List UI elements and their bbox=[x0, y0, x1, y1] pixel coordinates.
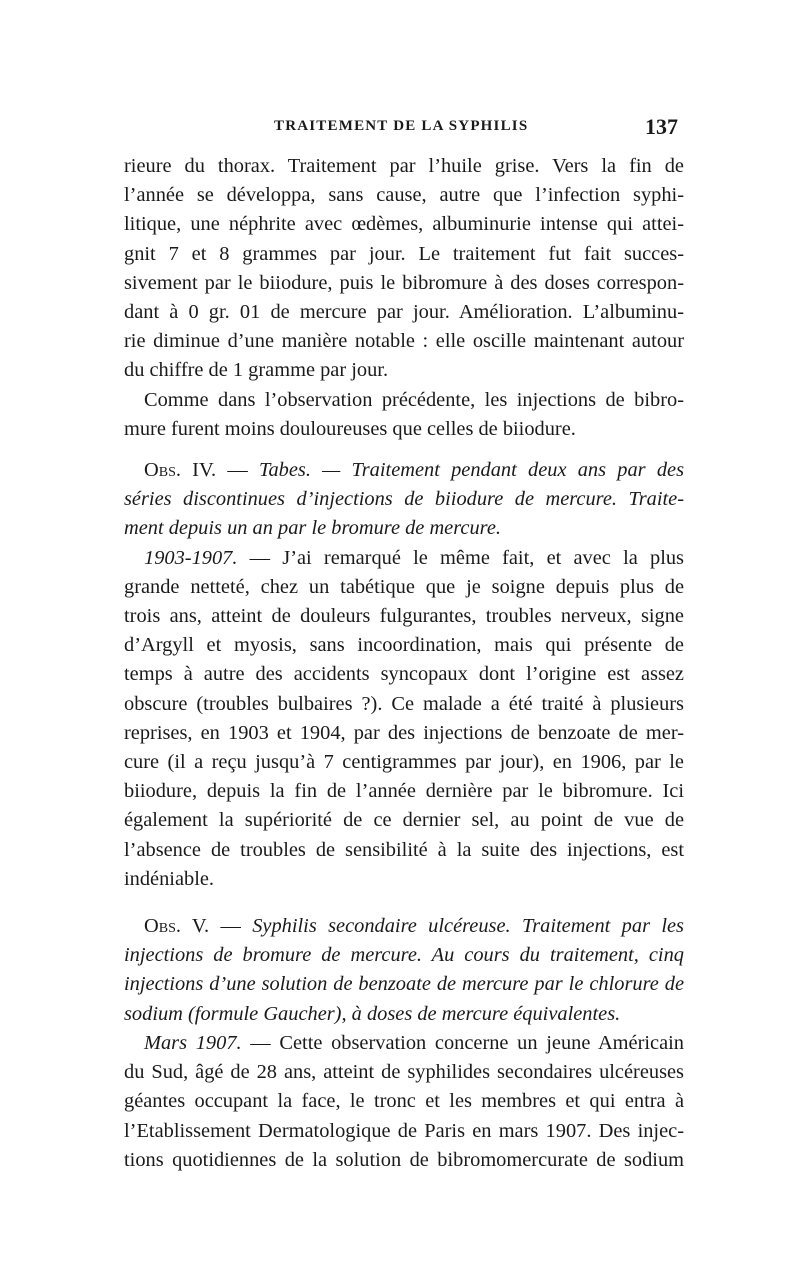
text-line: gnit 7 et 8 grammes par jour. Le traitement fut fait succes- bbox=[124, 242, 684, 265]
page-number: 137 bbox=[645, 114, 678, 139]
text-line: du chiffre de 1 gramme par jour. bbox=[124, 359, 389, 382]
text-line: géantes occupant la face, le tronc et les membres et qui entra à bbox=[124, 1090, 684, 1113]
observation-label: Obs. V. bbox=[144, 915, 210, 938]
observation-5-heading bbox=[124, 912, 684, 1029]
text-line: également la supériorité de ce dernier sel, au point de vue de bbox=[124, 809, 684, 832]
paragraph-thorax bbox=[124, 152, 684, 386]
text-line: litique, une néphrite avec œdèmes, albuminurie intense qui attei- bbox=[124, 213, 684, 236]
text-line: trois ans, atteint de douleurs fulgurantes, troubles nerveux, signe bbox=[124, 605, 684, 628]
text-line: dant à 0 gr. 01 de mercure par jour. Amélioration. L’albuminu- bbox=[124, 301, 684, 324]
text-line bbox=[124, 1029, 684, 1058]
observation-date: 1903-1907. bbox=[144, 546, 238, 569]
paragraph-comparison bbox=[124, 386, 684, 444]
text-line: rieure du thorax. Traitement par l’huile grise. Vers la fin de bbox=[124, 155, 684, 177]
observation-label: Obs. IV. bbox=[144, 459, 217, 482]
text-line: injections de bromure de mercure. Au cours du traitement, cinq bbox=[124, 944, 684, 967]
text-line bbox=[124, 544, 684, 573]
text-line: Comme dans l’observation précédente, les injections de bibro- bbox=[144, 388, 684, 411]
text-line: reprises, en 1903 et 1904, par des injections de benzoate de mer- bbox=[124, 721, 684, 744]
observation-title: Syphilis secondaire ulcéreuse. Traitement par les bbox=[252, 915, 684, 938]
text-line: mure furent moins douloureuses que celles de biiodure. bbox=[124, 417, 576, 440]
running-title: TRAITEMENT DE LA SYPHILIS bbox=[274, 118, 529, 134]
text-line: sivement par le biiodure, puis le bibromure à des doses correspon- bbox=[124, 271, 684, 294]
observation-title: Tabes. — Traitement pendant deux ans par des bbox=[259, 459, 684, 482]
dash: — bbox=[216, 459, 259, 482]
observation-4-text bbox=[124, 544, 684, 894]
text-line: séries discontinues d’injections de biiodure de mercure. Traite- bbox=[124, 488, 684, 511]
text-line bbox=[124, 456, 684, 485]
text-line: grande netteté, chez un tabétique que je soigne depuis plus de bbox=[124, 575, 684, 598]
text-line: l’Etablissement Dermatologique de Paris en mars 1907. Des injec- bbox=[124, 1119, 684, 1142]
text-line: ment depuis un an par le bromure de mercure. bbox=[124, 517, 501, 540]
text-line: d’Argyll et myosis, sans incoordination, mais qui présente de bbox=[124, 634, 684, 657]
text-line: cure (il a reçu jusqu’à 7 centigrammes par jour), en 1906, par le bbox=[124, 751, 684, 774]
text-line: injections d’une solution de benzoate de mercure par le chlorure de bbox=[124, 973, 684, 996]
text-line: indéniable. bbox=[124, 867, 215, 890]
observation-date: Mars 1907. bbox=[144, 1031, 242, 1054]
text-line: biiodure, depuis la fin de l’année dernière par le bibromure. Ici bbox=[124, 780, 684, 803]
text-line: obscure (troubles bulbaires ?). Ce malade a été traité à plusieurs bbox=[124, 692, 684, 715]
text-line: tions quotidiennes de la solution de bibromomercurate de sodium bbox=[124, 1148, 684, 1171]
text-line: du Sud, âgé de 28 ans, atteint de syphilides secondaires ulcéreuses bbox=[124, 1061, 684, 1084]
observation-lead: — Cette observation concerne un jeune Américain bbox=[241, 1031, 685, 1054]
text-line: temps à autre des accidents syncopaux dont l’origine est assez bbox=[124, 663, 684, 686]
dash: — bbox=[209, 915, 253, 938]
text-line: l’absence de troubles de sensibilité à la suite des injections, est bbox=[124, 838, 684, 861]
text-line bbox=[124, 912, 684, 941]
text-line: rie diminue d’une manière notable : elle oscille maintenant autour bbox=[124, 330, 684, 353]
observation-4-heading bbox=[124, 456, 684, 544]
observation-5-text bbox=[124, 1029, 684, 1175]
observation-lead: — J’ai remarqué le même fait, et avec la plus bbox=[237, 546, 684, 569]
text-line: l’année se développa, sans cause, autre que l’infection syphi- bbox=[124, 184, 684, 207]
text-line: sodium (formule Gaucher), à doses de mercure équivalentes. bbox=[124, 1002, 621, 1025]
running-head bbox=[124, 114, 680, 140]
body-text bbox=[124, 152, 684, 1175]
